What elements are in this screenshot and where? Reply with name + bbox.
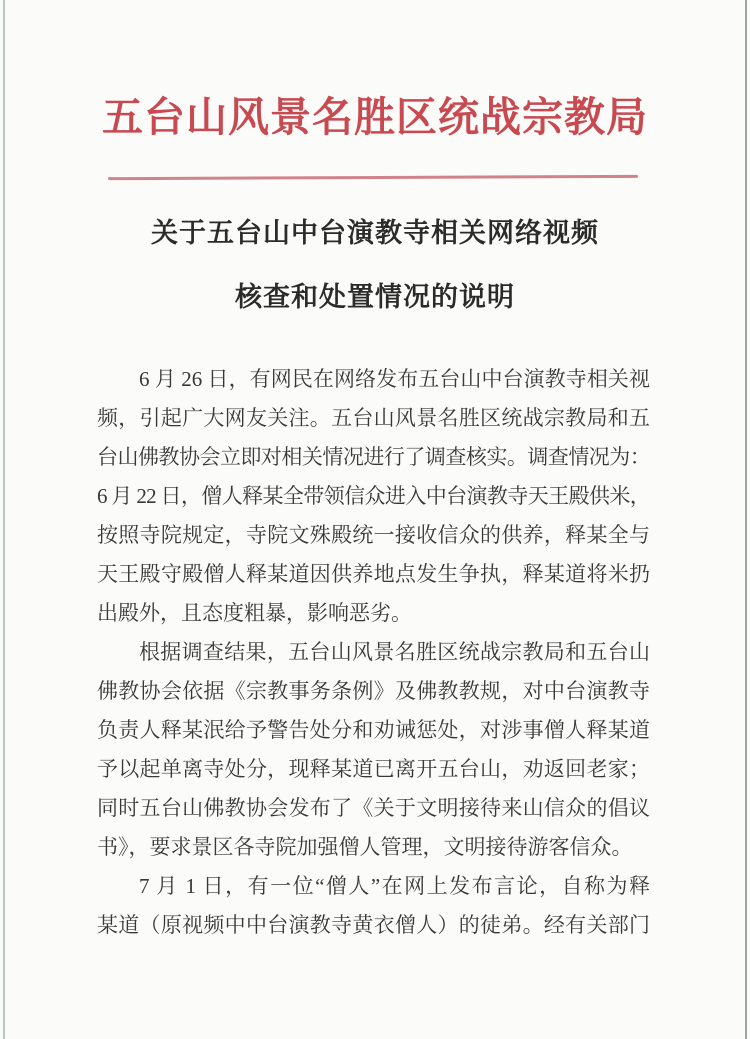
letterhead-rule [108,175,638,180]
document-title-line2: 核查和处置情况的说明 [235,282,515,312]
document-text-line: 台山佛教协会立即对相关情况进行了调查核实。调查情况为： [97,445,650,469]
document-text-line: 6 月 22 日，僧人释某全带领信众进入中台演教寺天王殿供米， [97,484,650,508]
document-text-line: 频，引起广大网友关注。五台山风景名胜区统战宗教局和五 [97,406,650,430]
document-text-line: 负责人释某泯给予警告处分和劝诫惩处，对涉事僧人释某道 [97,718,650,742]
document-title-line1: 关于五台山中台演教寺相关网络视频 [151,218,599,248]
document-text-line: 予以起单离寺处分，现释某道已离开五台山，劝返回老家； [97,757,650,781]
document-text-line: 佛教协会依据《宗教事务条例》及佛教教规，对中台演教寺 [97,679,650,703]
letterhead-org-name: 五台山风景名胜区统战宗教局 [102,94,648,140]
document-text-line: 7 月 1 日，有一位“僧人”在网上发布言论，自称为释 [139,874,650,898]
scan-border-right-line [745,0,747,1039]
document-text-line: 按照寺院规定，寺院文殊殿统一接收信众的供养，释某全与 [97,523,650,547]
document-text-line: 天王殿守殿僧人释某道因供养地点发生争执，释某道将米扔 [97,562,650,586]
document-text-line: 根据调查结果，五台山风景名胜区统战宗教局和五台山 [139,640,650,664]
document-text-line: 同时五台山佛教协会发布了《关于文明接待来山信众的倡议 [97,796,650,820]
document-text-line: 6 月 26 日，有网民在网络发布五台山中台演教寺相关视 [139,367,650,391]
document-body [97,360,650,945]
document-text-line: 书》，要求景区各寺院加强僧人管理，文明接待游客信众。 [97,835,633,859]
document-text-line: 某道（原视频中中台演教寺黄衣僧人）的徒弟。经有关部门 [97,913,650,937]
scan-border-left-line [3,0,5,1039]
document-text-line: 出殿外，且态度粗暴，影响恶劣。 [97,601,412,625]
